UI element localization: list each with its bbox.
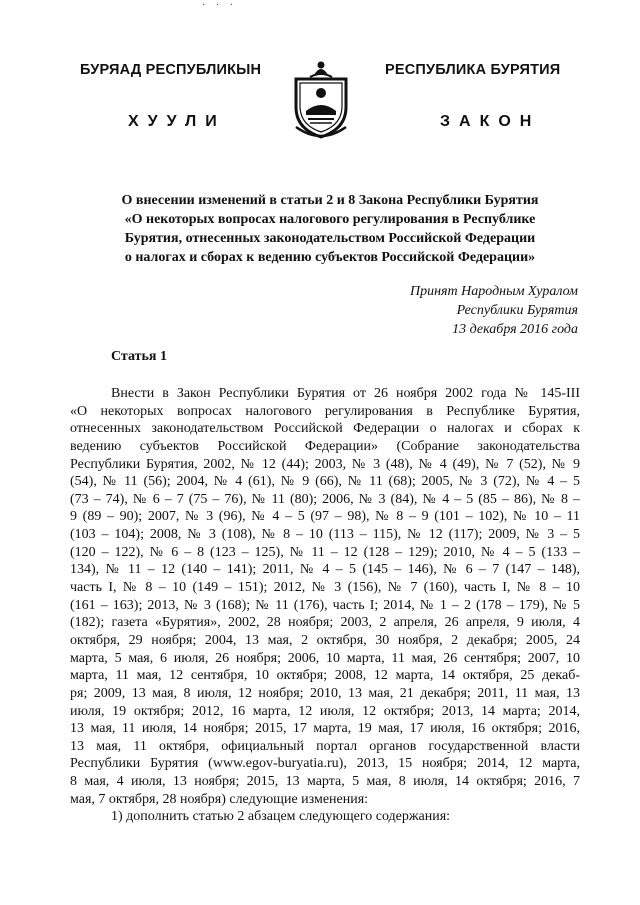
body-line: 134), № 11 – 12 (140 – 141); 2011, № 4 – 5 (145 – 146), № 6 – 7 (147 – 148), xyxy=(70,562,580,578)
body-line: (54), № 11 (56); 2004, № 4 (61), № 9 (66), № 11 (68); 2005, № 3 (72), № 4 – 5 xyxy=(70,474,580,490)
body-line: марта, 11 мая, 12 сентября, 10 октября; 2008, 12 марта, 14 октября, 25 декаб- xyxy=(70,668,580,684)
document-type-russian: ЗАКОН xyxy=(440,113,541,130)
body-line: Внести в Закон Республики Бурятия от 26 ноября 2002 года № 145-III xyxy=(111,386,580,401)
law-title xyxy=(60,191,600,267)
coat-of-arms-icon xyxy=(290,55,352,141)
title-line: «О некоторых вопросах налогового регулирования в Республике xyxy=(124,212,536,227)
adoption-note xyxy=(410,282,578,339)
body-line: Республики Бурятия, 2002, № 12 (44); 2003, № 3 (48), № 4 (49), № 7 (52), № 9 xyxy=(70,456,580,472)
title-line: О внесении изменений в статьи 2 и 8 Закона Республики Бурятия xyxy=(121,193,539,208)
body-line: часть I, № 8 – 10 (149 – 151); 2012, № 3 (156), № 7 (160), часть I, № 8 – 10 xyxy=(70,580,580,596)
body-line: «О некоторых вопросах налогового регулирования в Республике Бурятия, xyxy=(70,403,580,419)
adoption-line: Принят Народным Хуралом xyxy=(409,284,578,299)
article-heading: Статья 1 xyxy=(111,349,167,364)
adoption-line: Республики Бурятия xyxy=(456,303,578,318)
amendment-item: 1) дополнить статью 2 абзацем следующего содержания: xyxy=(111,809,451,825)
body-line: октября, 29 ноября; 2004, 13 мая, 2 октября, 30 ноября, 2 декабря; 2005, 24 xyxy=(70,632,580,648)
body-line: (73 – 74), № 6 – 7 (75 – 76), № 11 (80); 2006, № 3 (84), № 4 – 5 (85 – 86), № 8 – xyxy=(70,491,580,507)
body-line: (182); газета «Бурятия», 2002, 28 ноября; 2003, 2 апреля, 26 апреля, 9 июля, 4 xyxy=(70,615,580,631)
body-line: 9 (89 – 90); 2007, № 3 (96), № 4 – 5 (97 – 98), № 8 – 9 (101 – 102), № 10 – 11 xyxy=(70,509,580,525)
body-line: отнесенных законодательством Российской Федерации о налогах и сборах к xyxy=(70,421,580,437)
title-line: о налогах и сборах к ведению субъектов Российской Федерации» xyxy=(124,250,536,265)
body-line: ря; 2009, 13 мая, 8 июля, 12 ноября; 2010, 13 мая, 21 декабря; 2011, 11 мая, 13 xyxy=(70,685,580,701)
title-line: Бурятия, отнесенных законодательством Российской Федерации xyxy=(124,231,536,246)
article-body xyxy=(70,385,580,826)
header-left-title: БУРЯАД РЕСПУБЛИКЫН xyxy=(80,62,262,78)
body-line: июля, 19 октября; 2012, 16 марта, 12 июля, 12 октября; 2013, 14 марта; 2014, xyxy=(70,703,580,719)
body-line: (103 – 104); 2008, № 3 (108), № 8 – 10 (113 – 115), № 12 (117); 2009, № 3 – 5 xyxy=(70,527,580,543)
document-type-buryat: ХУУЛИ xyxy=(128,113,226,130)
body-line: 8 мая, 4 июля, 13 ноября; 2015, 13 марта, 5 мая, 8 июля, 14 октября; 2016, 7 xyxy=(70,774,580,790)
emblem-graphic xyxy=(290,55,352,141)
body-line: 13 мая, 11 октября, официальный портал органов государственной власти xyxy=(70,738,580,754)
scan-marks: · · · xyxy=(202,0,237,11)
body-line: 13 мая, 11 июля, 14 ноября; 2015, 17 марта, 19 мая, 17 июля, 16 октября; 2016, xyxy=(70,721,580,737)
adoption-date: 13 декабря 2016 года xyxy=(452,322,578,337)
body-line: Республики Бурятия (www.egov-buryatia.ru), 2013, 15 ноября; 2014, 12 марта, xyxy=(70,756,580,772)
body-line: (120 – 122), № 6 – 8 (123 – 125), № 11 – 12 (128 – 129); 2010, № 4 – 5 (133 – xyxy=(70,544,580,560)
body-line: (161 – 163); 2013, № 3 (168); № 11 (176), часть I; 2014, № 1 – 2 (178 – 179), № 5 xyxy=(70,597,580,613)
body-line: ведению субъектов Российской Федерации» (Собрание законодательства xyxy=(70,438,580,454)
header-right-title: РЕСПУБЛИКА БУРЯТИЯ xyxy=(385,62,561,78)
body-line: мая, 7 октября, 28 ноября) следующие изменения: xyxy=(70,791,369,807)
body-line: марта, 5 мая, 6 июля, 26 ноября; 2006, 10 марта, 11 мая, 26 сентября; 2007, 10 xyxy=(70,650,580,666)
